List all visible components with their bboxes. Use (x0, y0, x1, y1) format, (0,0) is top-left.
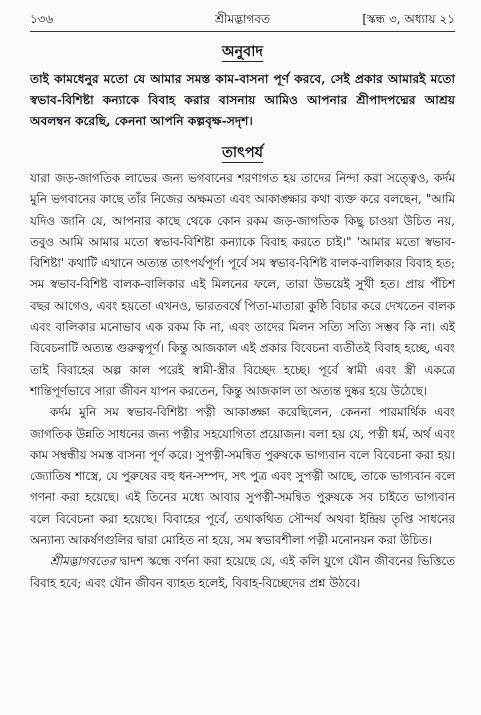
page-number: ১৩৬ (30, 12, 54, 26)
purport-heading-text: তাৎপর্য (221, 144, 264, 161)
header-rule (30, 31, 455, 32)
purport-paragraph-3 (30, 551, 455, 594)
page-header (30, 8, 455, 30)
scripture-title: শ্রীমদ্ভাগবতের (50, 554, 116, 569)
purport-paragraph-1: যারা জড়-জাগতিক লাভের জন্য ভগবানের শরণাগত হয় তাদের নিন্দা করা সত্ত্বেও, কর্দম মুনি ভগবানের কাছে তাঁর নিজের অক্ষমতা এবং আকাঙ্ক্ষার কথা ব্যক্ত করে বলছেন, "আমি যদিও জানি যে, আপনার কাছে থেকে কোন রকম জড়-জাগতিক কিছু চাওয়া উচিত নয়, তবুও আমি আমার মতো স্বভাব-বিশিষ্টা কন্যাকে বিবাহ করতে চাই।" 'আমার মতো স্বভাব-বিশিষ্টা' কথাটি এখানে অত্যন্ত তাৎপর্যপূর্ণ। পূর্বে সম স্বভাব-বিশিষ্ট বালক-বালিকার বিবাহ হত; সম স্বভাব-বিশিষ্ট বালক-বালিকার এই মিলনের ফলে, তারা উভয়েই সুখী হত। প্রায় পঁচিশ বছর আগেও, এবং হয়তো এখনও, ভারতবর্ষে পিতা-মাতারা কুষ্ঠি বিচার করে দেখতেন বালক এবং বালিকার মনোভাব এক রকম কি না, এবং তাদের মিলন সত্যি সত্যি সম্ভব কি না। এই বিবেচনাটি অত্যন্ত গুরুত্বপূর্ণ। কিন্তু আজকাল এই প্রকার বিবেচনা ব্যতীতই বিবাহ হচ্ছে, এবং তাই বিবাহের অল্প কাল পরেই স্বামী-স্ত্রীর বিচ্ছেদ হচ্ছে। পূর্বে স্বামী এবং স্ত্রী একত্রে শান্তিপূর্ণভাবে সারা জীবন যাপন করতেন, কিন্তু আজকাল তা অত্যন্ত দুষ্কর হয়ে উঠেছে। (30, 171, 455, 398)
section-reference: [স্কন্ধ ৩, অধ্যায় ২১ (362, 12, 455, 26)
purport-paragraph-3-text: দ্বাদশ স্কন্ধে বর্ণনা করা হয়েছে যে, এই কলি যুগে যৌন জীবনের ভিত্তিতে বিবাহ হবে; এবং যৌন জীবন ব্যাহত হলেই, বিবাহ-বিচ্ছেদের প্রশ্ন উঠবে। (30, 554, 455, 590)
translation-text: তাই কামধেনুর মতো যে আমার সমস্ত কাম-বাসনা পূর্ণ করবে, সেই প্রকার আমারই মতো স্বভাব-বিশিষ্টা কন্যাকে বিবাহ করার বাসনায় আমিও আপনার শ্রীপাদপদ্মের আশ্রয় অবলম্বন করেছি, কেননা আপনি কল্পবৃক্ষ-সদৃশ। (30, 72, 455, 128)
translation-heading-text: অনুবাদ (221, 43, 264, 60)
purport-paragraph-2: কর্দম মুনি সম স্বভাব-বিশিষ্টা পত্নী আকাঙ্ক্ষা করেছিলেন, কেননা পারমার্থিক এবং জাগতিক উন্নতি সাধনের জন্য পত্নীর সহযোগিতা প্রয়োজন। বলা হয় যে, পত্নী ধর্ম, অর্থ এবং কাম সম্বন্ধীয় সমস্ত বাসনা পূর্ণ করে। সুপত্নী-সমন্বিত পুরুষকে ভাগ্যবান বলে বিবেচনা করা হয়। জ্যোতিষ শাস্ত্রে, যে পুরুষের বহু ধন-সম্পদ, সৎ পুত্র এবং সুপত্নী আছে, তাকে ভাগ্যবান বলে গণনা করা হয়েছে। এই তিনের মধ্যে আবার সুপত্নী-সমন্বিত পুরুষকে সব চাইতে ভাগ্যবান বলে বিবেচনা করা হয়েছে। বিবাহের পূর্বে, তথাকথিত সৌন্দর্য অথবা ইন্দ্রিয় তৃপ্তি সাধনের অন্যান্য আকর্ষণগুলির দ্বারা মোহিত না হয়ে, সম স্বভাবশীলা পত্নী মনোনয়ন করা উচিত। (30, 405, 455, 548)
purport-body (30, 168, 455, 594)
translation-heading (30, 41, 455, 63)
running-title: শ্রীমদ্ভাগবত (214, 12, 270, 26)
purport-heading (30, 142, 455, 164)
